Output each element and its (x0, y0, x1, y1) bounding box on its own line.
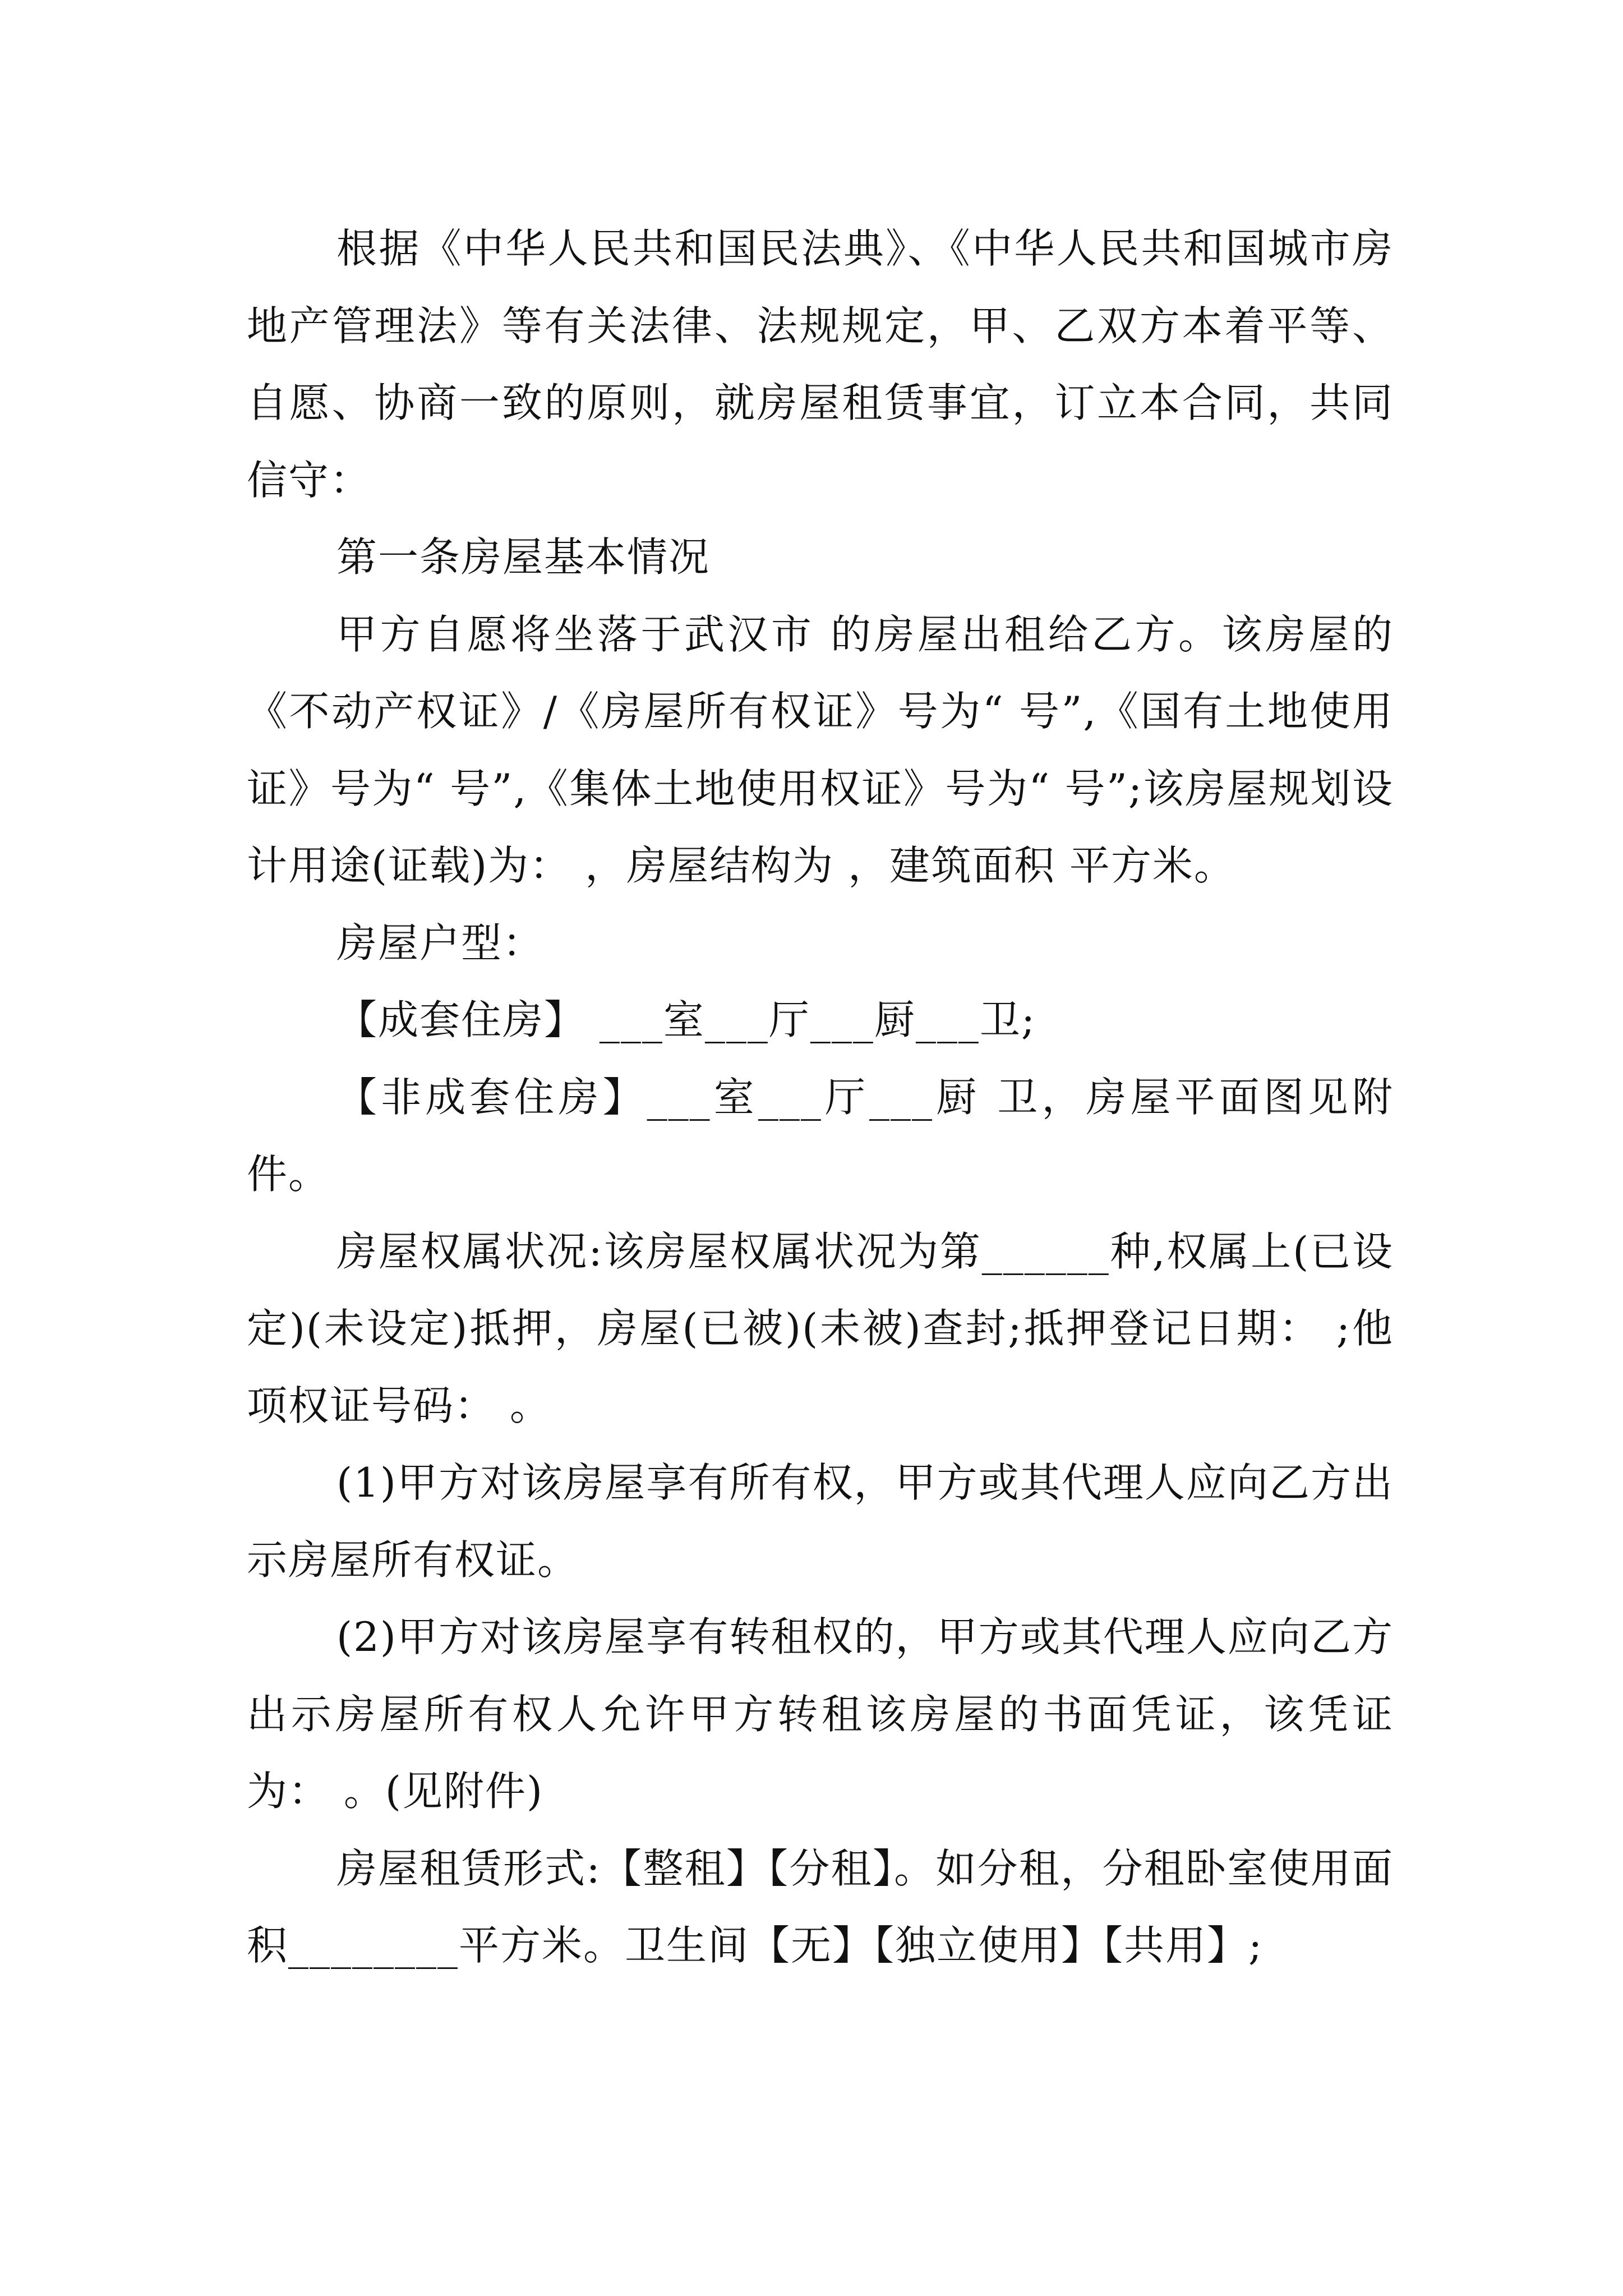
article-1-heading: 第一条房屋基本情况 (336, 533, 711, 581)
ownership-clause-2: (2)甲方对该房屋享有转租权的，甲方或其代理人应向乙方出示房屋所有权人允许甲方转租该房屋的书面凭证，该凭证为： 。(见附件) (247, 1613, 1394, 1815)
ownership-status-paragraph: 房屋权属状况:该房屋权属状况为第______种,权属上(已设定)(未设定)抵押，房屋(已被)(未被)查封;抵押登记日期： ;他项权证号码： 。 (247, 1227, 1394, 1429)
complete-housing-line: 【成套住房】 ___室___厅___厨___卫; (336, 996, 1036, 1043)
house-type-label: 房屋户型： (336, 919, 545, 967)
contract-body (247, 210, 1394, 1985)
rental-form-paragraph: 房屋租赁形式:【整租】【分租】。如分租，分租卧室使用面积________平方米。卫生间【无】【独立使用】【共用】; (247, 1844, 1394, 1969)
intro-paragraph: 根据《中华人民共和国民法典》、《中华人民共和国城市房地产管理法》等有关法律、法规规定，甲、乙双方本着平等、自愿、协商一致的原则，就房屋租赁事宜，订立本合同，共同信守： (247, 225, 1394, 504)
ownership-clause-1: (1)甲方对该房屋享有所有权，甲方或其代理人应向乙方出示房屋所有权证。 (247, 1459, 1394, 1584)
incomplete-housing-line: 【非成套住房】___室___厅___厨 卫，房屋平面图见附件。 (247, 1073, 1394, 1198)
property-location-paragraph: 甲方自愿将坐落于武汉市 的房屋出租给乙方。该房屋的《不动产权证》/《房屋所有权证》号为“ 号”,《国有土地使用证》号为“ 号”,《集体土地使用权证》号为“ 号”;该房屋规划设计用途(证载)为： ，房屋结构为 ，建筑面积 平方米。 (247, 610, 1394, 889)
